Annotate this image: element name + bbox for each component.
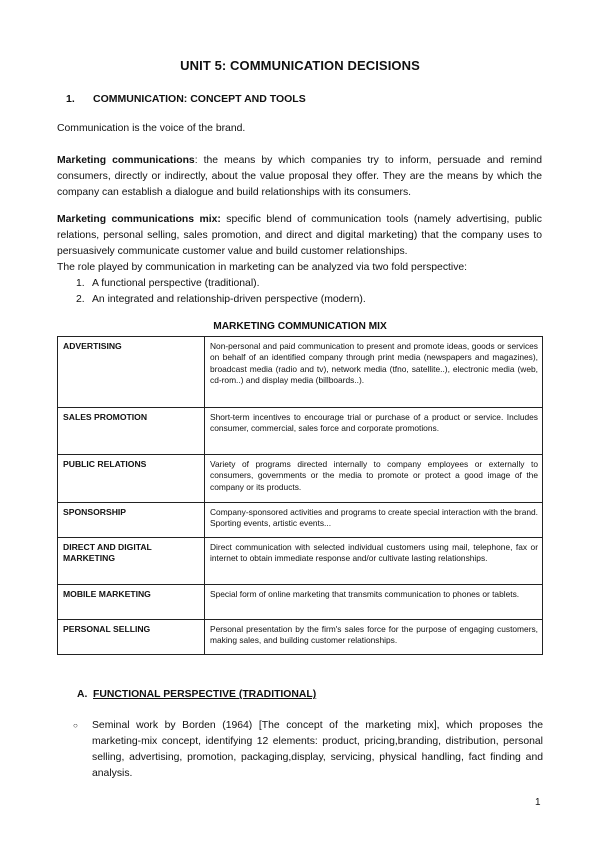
subsection-letter: A. bbox=[77, 689, 88, 700]
tool-description: Personal presentation by the firm's sales force for the purpose of engaging customers, making sales, and building customer relationships. bbox=[205, 620, 543, 655]
table-row bbox=[58, 503, 543, 538]
definition-term: Marketing communications bbox=[57, 155, 195, 166]
table-caption: MARKETING COMMUNICATION MIX bbox=[213, 321, 387, 332]
table-row bbox=[58, 585, 543, 620]
tool-name: DIRECT AND DIGITAL MARKETING bbox=[58, 538, 205, 585]
section-number: 1. bbox=[66, 93, 75, 105]
tool-name: PERSONAL SELLING bbox=[58, 620, 205, 655]
tool-description: Company-sponsored activities and programs to create special interaction with the brand. Sporting events, artistic events... bbox=[205, 503, 543, 538]
table-row bbox=[58, 620, 543, 655]
perspective-list bbox=[76, 276, 366, 308]
definition-text: specific blend of communication tools (namely advertising, public relations, personal selling, sales promotion, and direct and digital marketing) that the company uses to persuasively communicate customer value and build customer relationships. bbox=[57, 214, 542, 257]
circle-bullet-icon: ○ bbox=[73, 721, 78, 730]
tool-name: PUBLIC RELATIONS bbox=[58, 455, 205, 503]
table-row bbox=[58, 455, 543, 503]
tool-name: SALES PROMOTION bbox=[58, 408, 205, 455]
table-row bbox=[58, 538, 543, 585]
list-item: 2. An integrated and relationship-driven perspective (modern). bbox=[76, 294, 366, 305]
perspective-intro: The role played by communication in marketing can be analyzed via two fold perspective: bbox=[57, 262, 468, 273]
definition-term: Marketing communications mix: bbox=[57, 214, 221, 225]
bullet-item bbox=[73, 718, 543, 782]
tool-name: ADVERTISING bbox=[58, 337, 205, 408]
list-item: 1. A functional perspective (traditional). bbox=[76, 278, 260, 289]
subsection-heading bbox=[77, 689, 316, 700]
tool-name: SPONSORSHIP bbox=[58, 503, 205, 538]
page-number: 1 bbox=[535, 797, 541, 808]
bullet-text: Seminal work by Borden (1964) [The concept of the marketing mix], which proposes the marketing-mix concept, identifying 12 elements: product, pricing,branding, distribution, personal selling, advertising, promotion, packaging,display, servicing, physical handling, fact finding and analysis. bbox=[92, 720, 543, 779]
tool-name: MOBILE MARKETING bbox=[58, 585, 205, 620]
table-row bbox=[58, 408, 543, 455]
section-title: COMMUNICATION: CONCEPT AND TOOLS bbox=[93, 93, 306, 105]
tool-description: Direct communication with selected individual customers using mail, telephone, fax or internet to obtain immediate response and/or cultivate lasting relationships. bbox=[205, 538, 543, 585]
tool-description: Non-personal and paid communication to present and promote ideas, goods or services on behalf of an identified company through print media (newspapers and magazines), broadcast media (radio and tv), network media (tfno, satellite..), electronic media (web, cd-rom..) and display media (billboards..). bbox=[205, 337, 543, 408]
definition-text: : the means by which companies try to inform, persuade and remind consumers, directly or indirectly, about the value proposal they offer. They are the means by which the company can establish a dialogue and build relationships with its consumers. bbox=[57, 155, 543, 198]
table-row bbox=[58, 337, 543, 408]
tool-description: Short-term incentives to encourage trial or purchase of a product or service. Includes consumer, commercial, sales force and corporate promotions. bbox=[205, 408, 543, 455]
intro-paragraph: Communication is the voice of the brand. bbox=[57, 123, 246, 134]
page-title: UNIT 5: COMMUNICATION DECISIONS bbox=[180, 58, 420, 73]
communications-mix-definition bbox=[57, 212, 542, 260]
communication-mix-table bbox=[57, 336, 543, 655]
section-heading bbox=[66, 93, 306, 105]
tool-description: Variety of programs directed internally to company employees or externally to consumers, governments or the media to promote or protect a good image of the company or its products. bbox=[205, 455, 543, 503]
tool-description: Special form of online marketing that transmits communication to phones or tablets. bbox=[205, 585, 543, 620]
marketing-communications-definition bbox=[57, 153, 542, 201]
subsection-title: FUNCTIONAL PERSPECTIVE (TRADITIONAL) bbox=[93, 689, 317, 700]
